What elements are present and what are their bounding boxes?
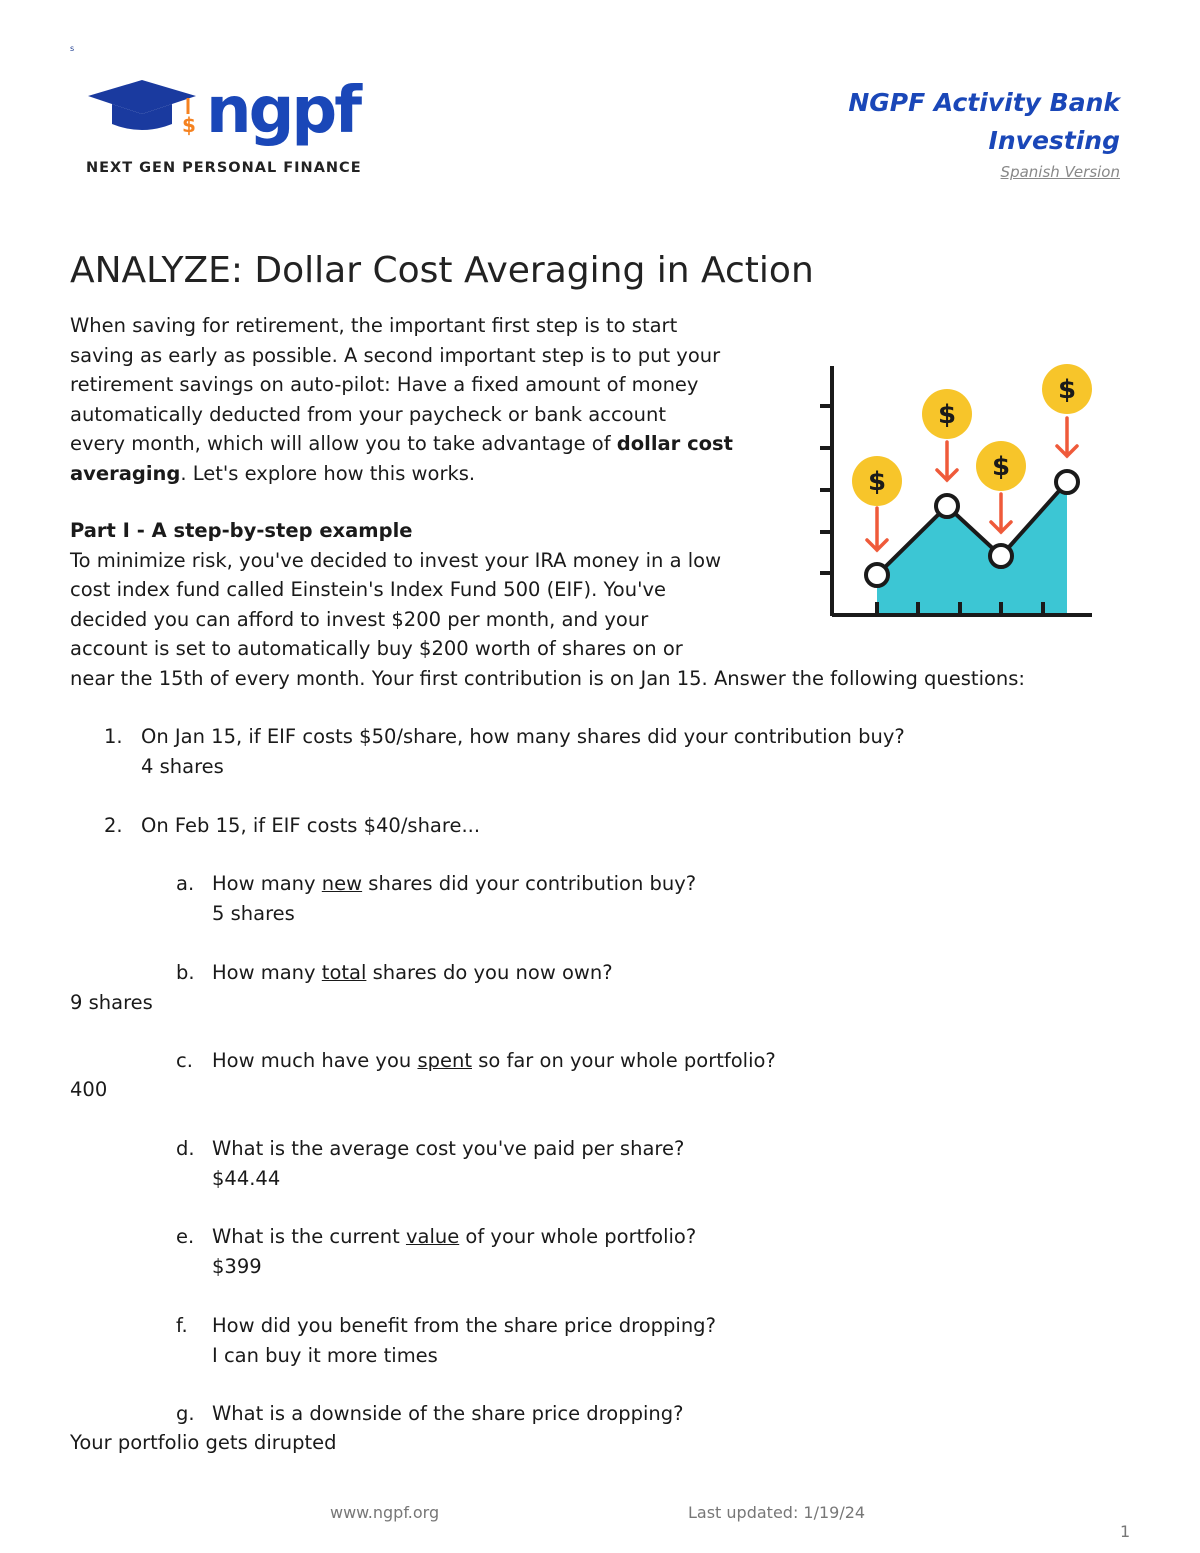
q2-number: 2. <box>104 814 123 837</box>
page-number: 1 <box>1120 1522 1131 1541</box>
graduation-cap-icon <box>88 80 196 130</box>
qg-answer[interactable]: Your portfolio gets dirupted <box>70 1431 337 1454</box>
svg-text:$: $ <box>182 113 196 137</box>
intro-paragraph <box>70 311 733 489</box>
activity-bank-label: NGPF Activity Bank <box>848 88 1120 117</box>
qe-letter: e. <box>176 1225 195 1248</box>
header-info <box>848 84 1120 184</box>
tiny-mark: s <box>70 44 75 53</box>
intro-line: retirement savings on auto-pilot: Have a fixed amount of money <box>70 373 699 397</box>
qf-letter: f. <box>176 1314 188 1337</box>
logo-caption: NEXT GEN PERSONAL FINANCE <box>86 160 362 176</box>
qf-answer[interactable]: I can buy it more times <box>212 1344 438 1367</box>
spanish-version-link[interactable]: Spanish Version <box>1000 163 1120 181</box>
part1-line: account is set to automatically buy $200 worth of shares on or <box>70 637 683 661</box>
footer-url[interactable]: www.ngpf.org <box>330 1503 440 1522</box>
dca-term: averaging <box>70 461 181 485</box>
svg-text:$: $ <box>867 467 887 497</box>
part1-line: To minimize risk, you've decided to invest your IRA money in a low <box>70 548 722 572</box>
part1-heading: Part I - A step-by-step example <box>70 519 413 542</box>
q1-answer[interactable]: 4 shares <box>141 755 224 778</box>
qa-text: How many new shares did your contribution buy? <box>212 872 697 895</box>
qb-answer[interactable]: 9 shares <box>70 991 153 1014</box>
qc-answer[interactable]: 400 <box>70 1078 108 1101</box>
part1-section <box>70 516 1025 694</box>
intro-line: every month, which will allow you to take advantage of dollar cost <box>70 432 733 456</box>
qg-letter: g. <box>176 1402 195 1425</box>
qe-answer[interactable]: $399 <box>212 1255 262 1278</box>
topic-label: Investing <box>988 126 1120 155</box>
qc-text: How much have you spent so far on your whole portfolio? <box>212 1049 776 1072</box>
qd-letter: d. <box>176 1137 195 1160</box>
qd-text: What is the average cost you've paid per share? <box>212 1137 685 1160</box>
q1-number: 1. <box>104 725 123 748</box>
part1-line: decided you can afford to invest $200 per month, and your <box>70 607 649 631</box>
price-point <box>936 495 958 517</box>
dca-term: dollar cost <box>616 432 733 456</box>
qb-text: How many total shares do you now own? <box>212 961 613 984</box>
qd-answer[interactable]: $44.44 <box>212 1167 281 1190</box>
price-point <box>1056 471 1078 493</box>
svg-text:$: $ <box>1057 375 1077 405</box>
footer-updated: Last updated: 1/19/24 <box>688 1503 866 1522</box>
qe-text: What is the current value of your whole portfolio? <box>212 1225 697 1248</box>
qc-letter: c. <box>176 1049 193 1072</box>
qb-letter: b. <box>176 961 195 984</box>
svg-text:$: $ <box>991 452 1011 482</box>
logo-wordmark: ngpf <box>206 74 360 148</box>
qa-answer[interactable]: 5 shares <box>212 902 295 925</box>
qg-text: What is a downside of the share price dropping? <box>212 1402 684 1425</box>
q2-text: On Feb 15, if EIF costs $40/share... <box>141 814 481 837</box>
intro-line: averaging. Let's explore how this works. <box>70 461 476 485</box>
part1-line: cost index fund called Einstein's Index Fund 500 (EIF). You've <box>70 578 666 602</box>
q1-text: On Jan 15, if EIF costs $50/share, how many shares did your contribution buy? <box>141 725 905 748</box>
qf-text: How did you benefit from the share price dropping? <box>212 1314 716 1337</box>
part1-line: near the 15th of every month. Your first contribution is on Jan 15. Answer the following questions: <box>70 666 1026 690</box>
intro-line: When saving for retirement, the important first step is to start <box>70 314 678 337</box>
intro-line: saving as early as possible. A second important step is to put your <box>70 343 721 367</box>
intro-line: automatically deducted from your paycheck or bank account <box>70 402 666 426</box>
page-title: ANALYZE: Dollar Cost Averaging in Action <box>70 250 814 291</box>
svg-text:$: $ <box>937 400 957 430</box>
qa-letter: a. <box>176 872 195 895</box>
